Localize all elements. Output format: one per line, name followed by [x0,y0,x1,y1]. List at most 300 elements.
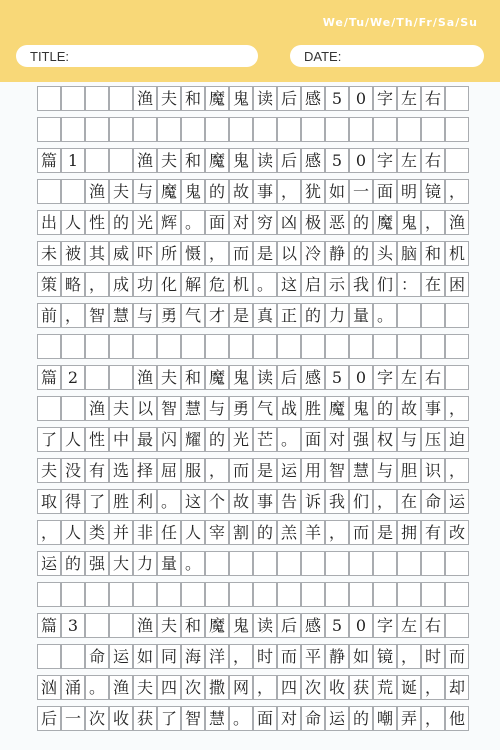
grid-cell: 鬼 [229,613,253,638]
grid-cell: 得 [61,489,85,514]
grid-cell: 读 [253,613,277,638]
grid-cell [325,551,349,576]
grid-cell [109,613,133,638]
grid-cell: 机 [229,272,253,297]
grid-cell: 鬼 [229,86,253,111]
grid-cell: 耀 [181,427,205,452]
grid-cell [373,551,397,576]
grid-cell [277,117,301,142]
grid-cell: 吓 [133,241,157,266]
grid-cell: 智 [157,396,181,421]
grid-cell [61,396,85,421]
grid-row [37,675,469,700]
grid-cell: 网 [229,675,253,700]
grid-cell: 略 [61,272,85,297]
grid-cell: 识 [421,458,445,483]
grid-cell: 的 [301,303,325,328]
grid-cell: 静 [325,644,349,669]
grid-cell: ， [421,210,445,235]
grid-cell [397,551,421,576]
grid-row [37,241,469,266]
grid-cell [277,582,301,607]
grid-cell: 静 [325,241,349,266]
grid-cell: ， [445,396,469,421]
grid-cell: 拥 [397,520,421,545]
grid-cell: 篇 [37,365,61,390]
grid-cell [205,551,229,576]
grid-cell: 鬼 [181,179,205,204]
grid-cell: 一 [349,179,373,204]
grid-cell: 智 [181,706,205,731]
grid-cell [133,582,157,607]
grid-cell: 。 [181,210,205,235]
grid-cell: 左 [397,86,421,111]
grid-cell [421,303,445,328]
grid-cell [157,117,181,142]
grid-cell: 渔 [133,613,157,638]
grid-cell: 诞 [397,675,421,700]
grid-cell: 他 [445,706,469,731]
grid-cell [37,334,61,359]
grid-cell [445,551,469,576]
grid-cell: 5 [325,148,349,173]
grid-cell [325,334,349,359]
grid-cell: 获 [133,706,157,731]
grid-cell: 。 [85,675,109,700]
grid-cell [253,551,277,576]
grid-cell: 胆 [397,458,421,483]
grid-cell: 人 [61,210,85,235]
grid-cell: 出 [37,210,61,235]
grid-cell: 压 [421,427,445,452]
grid-row [37,334,469,359]
grid-cell: 汹 [37,675,61,700]
grid-cell [397,582,421,607]
grid-cell: 冷 [301,241,325,266]
grid-cell: 如 [133,644,157,669]
grid-cell: 鬼 [229,365,253,390]
grid-cell: 夫 [157,148,181,173]
grid-cell: 后 [277,365,301,390]
grid-cell: 是 [229,303,253,328]
grid-cell: 左 [397,148,421,173]
grid-cell: 强 [85,551,109,576]
grid-cell: 魔 [205,365,229,390]
grid-cell: 光 [133,210,157,235]
grid-cell: 运 [109,644,133,669]
grid-cell [157,582,181,607]
grid-cell: 和 [181,148,205,173]
grid-cell: 勇 [229,396,253,421]
grid-cell: 如 [349,644,373,669]
grid-cell: 勇 [157,303,181,328]
grid-cell: 强 [349,427,373,452]
grid-cell [85,613,109,638]
grid-cell [205,117,229,142]
grid-cell: 魔 [205,148,229,173]
grid-cell: 渔 [85,179,109,204]
grid-cell: 个 [205,489,229,514]
grid-cell: 嘲 [373,706,397,731]
grid-cell: 战 [277,396,301,421]
grid-cell [37,582,61,607]
grid-cell: 5 [325,613,349,638]
grid-cell: 中 [109,427,133,452]
grid-cell: 与 [397,427,421,452]
grid-cell: 这 [181,489,205,514]
grid-cell [445,365,469,390]
grid-cell: 而 [277,644,301,669]
grid-cell: 左 [397,365,421,390]
grid-row [37,117,469,142]
grid-cell [85,582,109,607]
grid-cell: 真 [253,303,277,328]
grid-cell: ， [277,179,301,204]
grid-cell: 慑 [181,241,205,266]
grid-cell [325,117,349,142]
grid-cell: 与 [133,303,157,328]
grid-cell: 字 [373,365,397,390]
grid-cell [301,117,325,142]
grid-cell: 对 [277,706,301,731]
grid-cell: 了 [157,706,181,731]
grid-cell: 次 [181,675,205,700]
grid-cell: 的 [205,427,229,452]
grid-cell [181,582,205,607]
grid-cell [373,117,397,142]
grid-cell [229,334,253,359]
grid-row [37,706,469,731]
grid-cell: 5 [325,365,349,390]
grid-cell: 篇 [37,613,61,638]
grid-cell: 的 [349,210,373,235]
grid-cell: 。 [229,706,253,731]
grid-cell: 以 [277,241,301,266]
grid-cell: 与 [373,458,397,483]
grid-cell: 大 [109,551,133,576]
grid-row [37,210,469,235]
grid-cell [421,551,445,576]
grid-cell: 的 [373,396,397,421]
grid-cell: 感 [301,365,325,390]
grid-cell: 才 [205,303,229,328]
grid-cell: 和 [181,613,205,638]
grid-row [37,86,469,111]
grid-cell [445,86,469,111]
grid-cell [445,613,469,638]
grid-cell: 1 [61,148,85,173]
grid-cell: 鬼 [349,396,373,421]
grid-cell: 感 [301,613,325,638]
grid-cell: ： [397,272,421,297]
grid-cell: 收 [109,706,133,731]
grid-cell: 镜 [421,179,445,204]
grid-cell: 夫 [157,365,181,390]
grid-cell: 事 [421,396,445,421]
grid-cell: 机 [445,241,469,266]
grid-cell: 了 [37,427,61,452]
grid-cell: 慧 [109,303,133,328]
grid-cell [181,117,205,142]
grid-cell: 而 [229,458,253,483]
date-field[interactable] [290,45,484,67]
grid-cell: 洋 [205,644,229,669]
grid-cell [445,148,469,173]
grid-cell: 在 [421,272,445,297]
grid-cell [61,582,85,607]
grid-cell: 权 [373,427,397,452]
grid-cell [421,582,445,607]
grid-row [37,365,469,390]
grid-cell: 运 [277,458,301,483]
grid-cell [397,334,421,359]
grid-cell: 明 [397,179,421,204]
grid-cell: 读 [253,365,277,390]
grid-cell: 运 [325,706,349,731]
grid-cell: 迫 [445,427,469,452]
grid-cell: 是 [253,241,277,266]
grid-cell [109,334,133,359]
grid-cell: 慧 [181,396,205,421]
grid-cell [277,334,301,359]
grid-cell [61,179,85,204]
grid-cell [397,303,421,328]
grid-cell: 羊 [301,520,325,545]
grid-cell: 事 [253,179,277,204]
grid-cell: 脑 [397,241,421,266]
grid-cell: 夫 [109,396,133,421]
grid-cell: 的 [205,179,229,204]
grid-cell: 威 [109,241,133,266]
grid-cell: 一 [61,706,85,731]
grid-cell: 面 [205,210,229,235]
grid-cell: 的 [349,706,373,731]
grid-cell: 平 [301,644,325,669]
grid-cell: 和 [181,365,205,390]
grid-cell: 正 [277,303,301,328]
grid-cell: 的 [109,210,133,235]
grid-cell: ， [421,675,445,700]
grid-cell: 2 [61,365,85,390]
grid-cell: 犹 [301,179,325,204]
grid-cell [85,365,109,390]
grid-cell: 后 [277,148,301,173]
grid-cell: 字 [373,148,397,173]
grid-cell: 慧 [205,706,229,731]
grid-cell: 涌 [61,675,85,700]
grid-cell [349,551,373,576]
grid-cell [421,334,445,359]
grid-cell: 后 [37,706,61,731]
grid-cell: 羔 [277,520,301,545]
grid-cell [229,551,253,576]
grid-cell [325,582,349,607]
grid-cell: 后 [277,86,301,111]
grid-cell: 所 [157,241,181,266]
grid-cell: 功 [133,272,157,297]
grid-cell: 时 [421,644,445,669]
grid-cell: 的 [61,551,85,576]
grid-cell: 极 [301,210,325,235]
grid-cell [301,582,325,607]
grid-cell [109,365,133,390]
grid-cell: 是 [373,520,397,545]
grid-cell: 没 [61,458,85,483]
weekday-selector[interactable]: We/Tu/We/Th/Fr/Sa/Su [322,16,478,29]
grid-cell [37,86,61,111]
grid-cell: 故 [397,396,421,421]
grid-cell: ， [37,520,61,545]
grid-cell: 的 [349,241,373,266]
grid-cell: 面 [373,179,397,204]
grid-cell: 夫 [157,86,181,111]
grid-cell: 左 [397,613,421,638]
grid-cell: 有 [421,520,445,545]
grid-cell [277,551,301,576]
grid-cell: 取 [37,489,61,514]
grid-cell: 前 [37,303,61,328]
grid-cell: ， [325,520,349,545]
grid-cell: 和 [181,86,205,111]
grid-cell: 夫 [133,675,157,700]
header-band [0,0,500,82]
grid-cell: 四 [277,675,301,700]
grid-cell: 有 [85,458,109,483]
grid-cell: 化 [157,272,181,297]
grid-cell: 以 [133,396,157,421]
grid-cell [37,644,61,669]
grid-cell: 量 [157,551,181,576]
grid-cell: 右 [421,365,445,390]
title-field[interactable] [16,45,258,67]
grid-cell: 我 [349,272,373,297]
grid-cell: 面 [301,427,325,452]
grid-cell: 撒 [205,675,229,700]
grid-cell: 选 [109,458,133,483]
grid-cell: ， [205,458,229,483]
grid-cell: 运 [37,551,61,576]
grid-cell [445,582,469,607]
grid-cell: 们 [349,489,373,514]
grid-cell: 而 [349,520,373,545]
grid-cell: 慧 [349,458,373,483]
grid-cell: 气 [181,303,205,328]
grid-cell: ， [253,675,277,700]
grid-cell [133,117,157,142]
grid-cell: 芒 [253,427,277,452]
grid-cell: 字 [373,613,397,638]
grid-cell: 并 [109,520,133,545]
grid-cell [349,582,373,607]
grid-cell: 被 [61,241,85,266]
grid-cell: 而 [445,644,469,669]
grid-cell: 3 [61,613,85,638]
grid-cell: 胜 [109,489,133,514]
grid-cell: 同 [157,644,181,669]
grid-cell: 夫 [109,179,133,204]
grid-cell: 示 [325,272,349,297]
grid-row [37,303,469,328]
grid-cell: ， [373,489,397,514]
grid-cell: 魔 [157,179,181,204]
grid-cell: 次 [301,675,325,700]
grid-cell: 在 [397,489,421,514]
grid-cell: 智 [85,303,109,328]
grid-cell: 0 [349,86,373,111]
grid-cell: 却 [445,675,469,700]
grid-cell: 海 [181,644,205,669]
grid-cell: 读 [253,86,277,111]
grid-cell [133,334,157,359]
grid-cell: 们 [373,272,397,297]
grid-cell [85,148,109,173]
grid-cell: 故 [229,489,253,514]
grid-cell: 任 [157,520,181,545]
grid-cell [445,334,469,359]
grid-cell: 右 [421,148,445,173]
grid-row [37,520,469,545]
grid-cell: 魔 [205,86,229,111]
grid-cell: 时 [253,644,277,669]
grid-cell: 。 [277,427,301,452]
grid-cell: 命 [85,644,109,669]
grid-cell [397,117,421,142]
grid-cell: 割 [229,520,253,545]
grid-cell: 的 [253,520,277,545]
grid-cell: 人 [61,427,85,452]
grid-cell: 服 [181,458,205,483]
grid-row [37,396,469,421]
grid-cell: 如 [325,179,349,204]
grid-cell: 智 [325,458,349,483]
grid-cell: 右 [421,613,445,638]
grid-cell [85,334,109,359]
grid-cell: 渔 [133,148,157,173]
grid-cell: ， [205,241,229,266]
grid-cell: 利 [133,489,157,514]
grid-cell: 和 [421,241,445,266]
grid-cell: 对 [229,210,253,235]
grid-cell [37,179,61,204]
grid-cell: 用 [301,458,325,483]
grid-cell: 穷 [253,210,277,235]
grid-cell: 弄 [397,706,421,731]
grid-cell: 。 [373,303,397,328]
grid-cell: 四 [157,675,181,700]
grid-cell [181,334,205,359]
grid-cell: 鬼 [397,210,421,235]
grid-cell [205,334,229,359]
grid-cell [229,582,253,607]
grid-cell: ， [229,644,253,669]
grid-cell [445,303,469,328]
grid-cell [85,86,109,111]
grid-cell: 了 [85,489,109,514]
grid-cell: 右 [421,86,445,111]
grid-cell: 荒 [373,675,397,700]
grid-cell: 收 [325,675,349,700]
grid-cell: 感 [301,86,325,111]
grid-cell: 光 [229,427,253,452]
grid-cell: 人 [61,520,85,545]
grid-cell: 力 [133,551,157,576]
grid-row [37,489,469,514]
grid-cell: 渔 [133,365,157,390]
grid-cell: 夫 [157,613,181,638]
grid-cell [301,334,325,359]
grid-cell: 诉 [301,489,325,514]
grid-cell [253,582,277,607]
